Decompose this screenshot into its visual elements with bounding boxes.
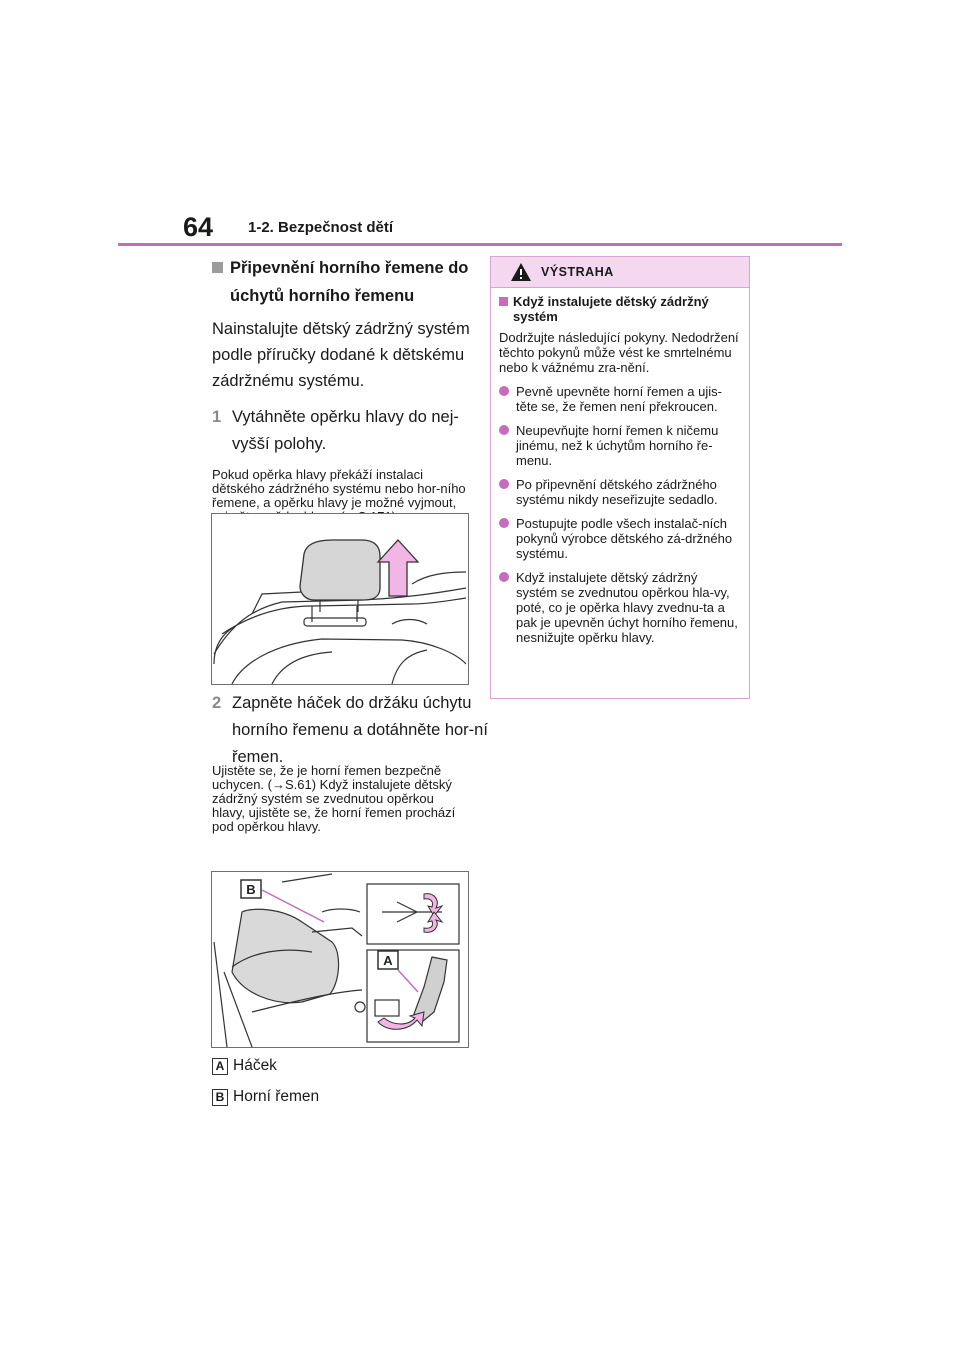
warning-title: VÝSTRAHA xyxy=(541,265,614,279)
step-1-number: 1 xyxy=(212,408,222,426)
left-column xyxy=(212,254,470,524)
round-bullet-icon xyxy=(499,518,509,528)
legend-b-label: Horní řemen xyxy=(233,1088,320,1105)
section-title: 1-2. Bezpečnost dětí xyxy=(248,219,394,236)
round-bullet-icon xyxy=(499,386,509,396)
tether-hook-figure xyxy=(211,871,469,1048)
subsection-heading xyxy=(212,254,470,310)
warning-bullet xyxy=(499,516,741,561)
legend-item-a xyxy=(212,1057,277,1075)
warning-bullet-text: Pevně upevněte horní řemen a ujis-těte se, že řemen není překroucen. xyxy=(516,384,722,414)
warning-heading-text: Když instalujete dětský zádržný systém xyxy=(513,294,709,324)
warning-box xyxy=(490,256,750,699)
warning-header xyxy=(491,257,749,288)
square-bullet-icon xyxy=(499,297,508,306)
legend-a-badge: A xyxy=(212,1058,228,1075)
round-bullet-icon xyxy=(499,479,509,489)
warning-bullet xyxy=(499,384,741,414)
step-2 xyxy=(212,690,490,771)
figure-label-b: B xyxy=(246,882,256,897)
warning-body xyxy=(491,288,749,645)
step-1-text: Vytáhněte opěrku hlavy do nej-vyšší polohy. xyxy=(232,408,459,453)
warning-bullet xyxy=(499,477,741,507)
subsection-heading-text: Připevnění horního řemene do úchytů horního řemenu xyxy=(230,259,469,305)
round-bullet-icon xyxy=(499,425,509,435)
warning-bullet-text: Když instalujete dětský zádržný systém se zvednutou opěrkou hla-vy, poté, co je opěrka hlavy zvednu-ta a pak je upevněn úchyt horního řemenu, nesnižujte opěrku hlavy. xyxy=(516,570,738,645)
warning-triangle-icon xyxy=(510,262,532,282)
warning-bullet-text: Neupevňujte horní řemen k ničemu jinému, než k úchytům horního ře-menu. xyxy=(516,423,719,468)
legend-a-label: Háček xyxy=(233,1057,277,1074)
header-rule xyxy=(118,243,842,246)
warning-intro: Dodržujte následující pokyny. Nedodržení těchto pokynů může vést ke smrtelnému nebo k vážnému zra-nění. xyxy=(499,330,739,375)
warning-bullet xyxy=(499,570,741,645)
warning-bullet xyxy=(499,423,741,468)
page-number: 64 xyxy=(183,212,214,242)
legend-b-badge: B xyxy=(212,1089,228,1106)
legend-item-b xyxy=(212,1088,319,1106)
tether-hook-illustration xyxy=(212,872,468,1047)
intro-text: Nainstalujte dětský zádržný systém podle příručky dodané k dětskému zádržnému systému. xyxy=(212,320,470,390)
step-1-note: Pokud opěrka hlavy překáží instalaci dětského zádržného systému nebo hor-ního řemene, a opěrku hlavy je možné vyjmout, xyxy=(212,467,466,510)
figure-label-a: A xyxy=(383,953,393,968)
up-arrow-icon xyxy=(378,540,418,596)
warning-bullet-text: Postupujte podle všech instalač-ních pokynů výrobce dětského zá-držného systému. xyxy=(516,516,733,561)
step-2-number: 2 xyxy=(212,694,222,712)
round-bullet-icon xyxy=(499,572,509,582)
step-1 xyxy=(212,404,470,458)
step-2-text: Zapněte háček do držáku úchytu horního řemenu a dotáhněte hor-ní řemen. xyxy=(232,694,488,766)
headrest-illustration xyxy=(212,514,468,684)
warning-heading xyxy=(499,294,741,324)
step-2-note: Ujistěte se, že je horní řemen bezpečně uchycen. (→S.61) Když instalujete dětský zádržný systém se zvednutou opěrkou hlavy, ujistěte se, že horní řemen prochází pod opěrkou hlavy. xyxy=(212,763,456,834)
headrest-figure xyxy=(211,513,469,685)
square-bullet-icon xyxy=(212,262,223,273)
warning-bullet-text: Po připevnění dětského zádržného systému nikdy neseřizujte sedadlo. xyxy=(516,477,718,507)
